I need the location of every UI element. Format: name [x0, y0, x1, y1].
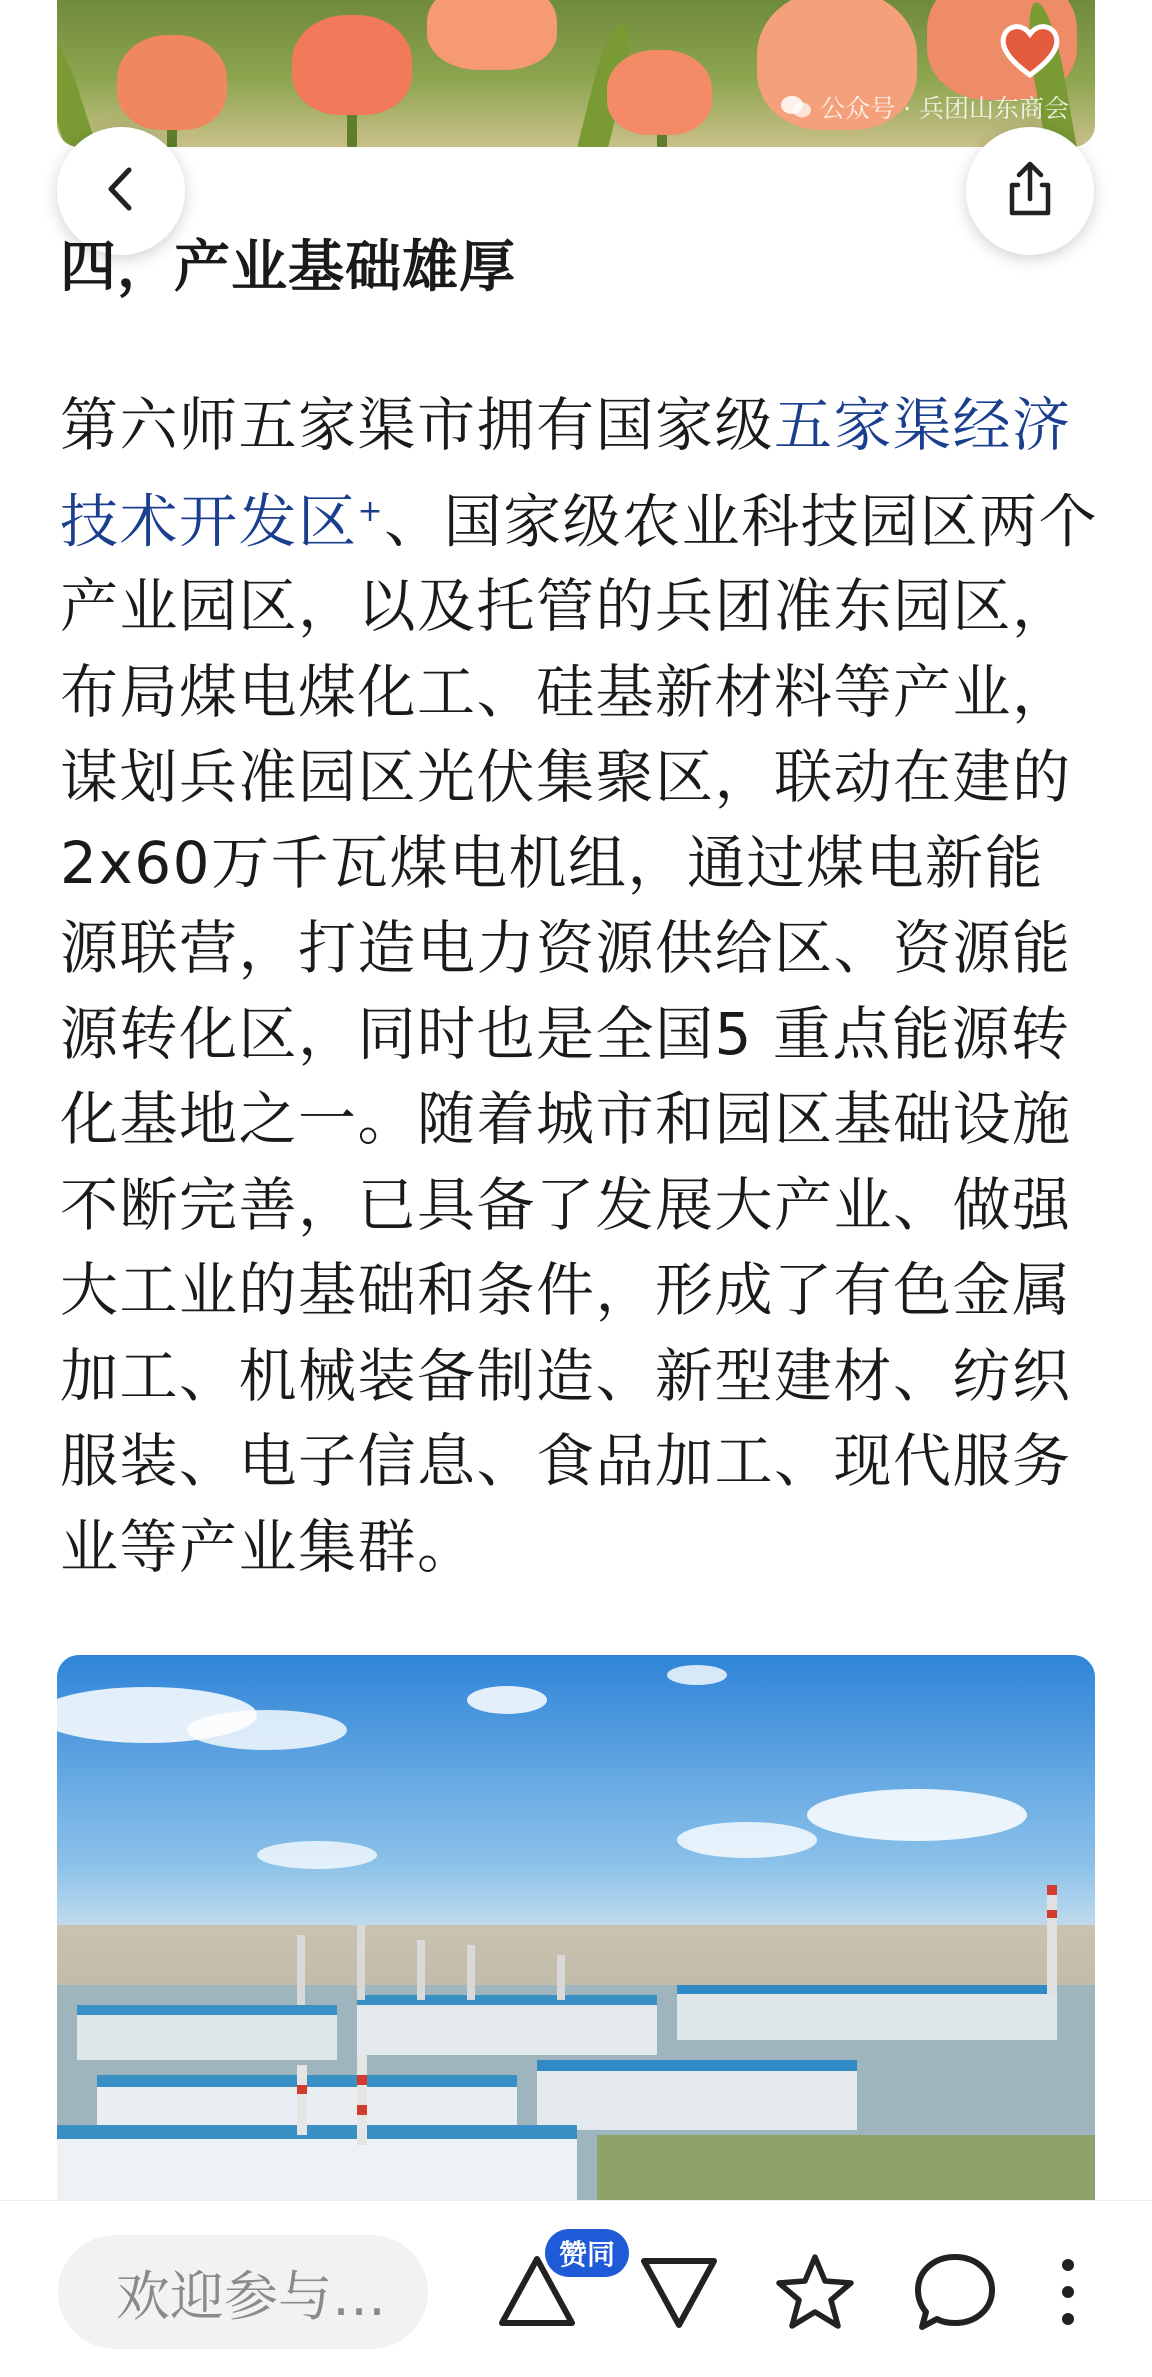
- tulip-flower: [427, 0, 557, 70]
- top-photo: [57, 0, 1095, 147]
- industrial-park-illustration: [57, 1655, 1095, 2200]
- section-heading: 四，产业基础雄厚: [60, 235, 516, 300]
- star-icon[interactable]: [772, 2249, 858, 2335]
- photo-watermark: [780, 89, 1069, 125]
- comment-input[interactable]: [58, 2235, 428, 2349]
- watermark-text: 公众号 · 兵团山东商会: [820, 94, 1069, 123]
- upvote-badge: 赞同: [545, 2229, 629, 2277]
- heart-icon[interactable]: [995, 15, 1065, 85]
- chevron-left-icon: [101, 164, 141, 218]
- industrial-park-photo: [57, 1655, 1095, 2200]
- wechat-icon: [780, 95, 812, 119]
- tulip-flower: [117, 35, 227, 130]
- tulip-flower: [607, 50, 712, 135]
- tulip-flower: [292, 15, 412, 115]
- share-button[interactable]: [966, 127, 1094, 255]
- photo-leaf: [57, 31, 96, 147]
- article-paragraph: [60, 383, 1100, 1590]
- comment-icon[interactable]: [912, 2249, 998, 2335]
- downvote-icon[interactable]: [636, 2249, 722, 2335]
- more-icon[interactable]: [1048, 2249, 1088, 2335]
- paragraph-text-rest: 、国家级农业科技园区两个产业园区，以及托管的兵团准东园区，布局煤电煤化工、硅基新材料等产业，谋划兵准园区光伏集聚区，联动在建的2x60万千瓦煤电机组，通过煤电新能源联营，打造电力资源供给区、资源能源转化区，同时也是全国5 重点能源转化基地之一。随着城市和园区基础设施不断完善，已具备了发展大产业、做强大工业的基础和条件，形成了有色金属加工、机械装备制造、新型建材、纺织服装、电子信息、食品加工、现代服务业等产业集群。: [60, 486, 1099, 1581]
- paragraph-text-start: 第六师五家渠市拥有国家级: [60, 391, 775, 459]
- share-icon: [1002, 159, 1058, 223]
- link-sparkle-icon: +: [357, 493, 385, 529]
- bottom-action-bar: [0, 2200, 1152, 2377]
- comment-placeholder: 欢迎参与…: [116, 2264, 386, 2328]
- development-zone-link[interactable]: 五家渠经济技术开发区: [60, 391, 1072, 555]
